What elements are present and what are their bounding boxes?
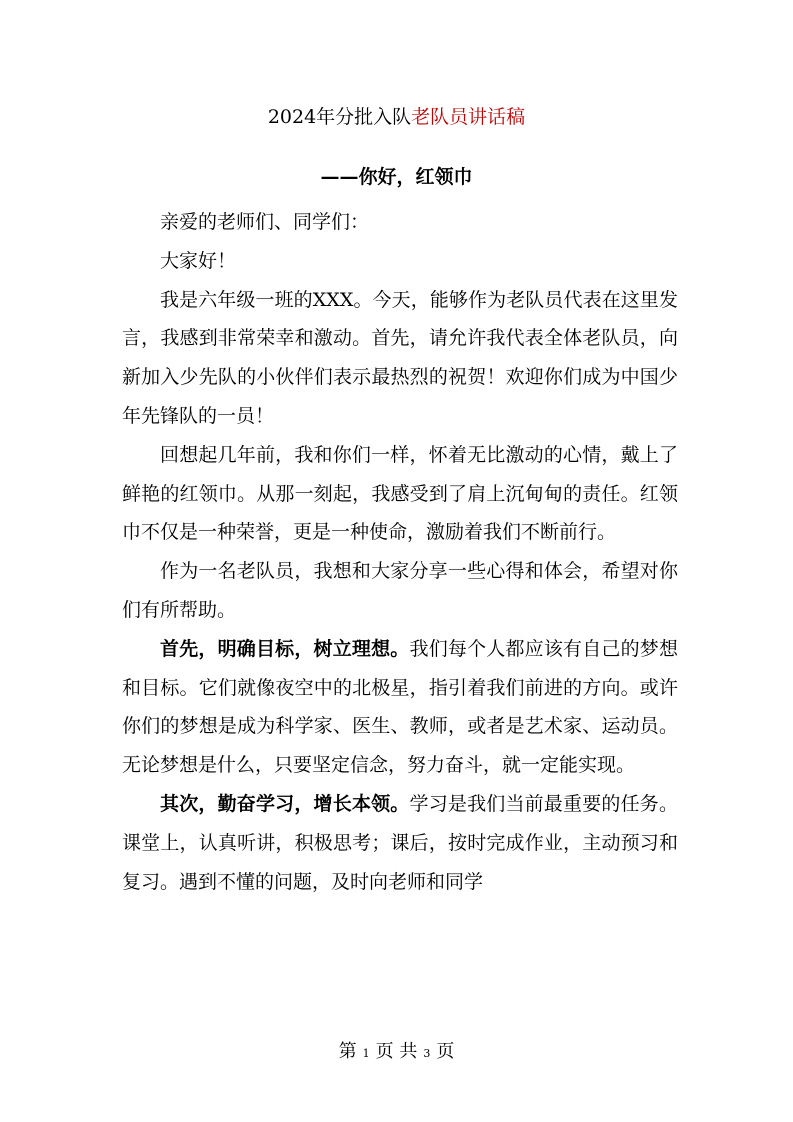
page-footer	[0, 1040, 793, 1066]
footer-label-page: 第	[338, 1041, 357, 1062]
title-accent: 老队员讲话稿	[411, 106, 526, 128]
footer-label-end: 页	[436, 1041, 455, 1062]
paragraph-lead: 其次，勤奋学习，增长本领。	[160, 792, 410, 815]
current-page-number: 1	[362, 1047, 370, 1060]
paragraph-text: 作为一名老队员，我想和大家分享一些心得和体会，希望对你们有所帮助。	[122, 560, 678, 621]
total-page-number: 3	[423, 1047, 431, 1060]
paragraph-text: 我是六年级一班的XXX。今天，能够作为老队员代表在这里发言，我感到非常荣幸和激动。首先，请允许我代表全体老队员，向新加入少先队的小伙伴们表示最热烈的祝贺！欢迎你们成为中国少年先锋队的一员！	[122, 288, 678, 427]
paragraph-text: 亲爱的老师们、同学们：	[160, 211, 370, 233]
document-title	[0, 104, 793, 130]
title-prefix: 2024年分批入队	[267, 106, 412, 128]
paragraph-greeting	[122, 203, 678, 242]
document-body	[122, 203, 678, 901]
paragraph-intro	[122, 281, 678, 436]
paragraph-study	[122, 785, 678, 901]
paragraph-memory	[122, 436, 678, 552]
footer-label-of: 页 共	[375, 1041, 418, 1062]
paragraph-goals	[122, 630, 678, 785]
paragraph-text: 大家好！	[160, 249, 237, 272]
paragraph-text: 回想起几年前，我和你们一样，怀着无比激动的心情，戴上了鲜艳的红领巾。从那一刻起，我感受到了肩上沉甸甸的责任。红领巾不仅是一种荣誉，更是一种使命，激励着我们不断前行。	[122, 443, 678, 544]
paragraph-share	[122, 552, 678, 630]
document-subtitle: ——你好，红领巾	[320, 166, 473, 188]
paragraph-text: 我们每个人都应该有自己的梦想和目标。它们就像夜空中的北极星，指引着我们前进的方向。或许你们的梦想是成为科学家、医生、教师，或者是艺术家、运动员。无论梦想是什么，只要坚定信念，努力奋斗，就一定能实现。	[122, 637, 678, 777]
paragraph-hello	[122, 242, 678, 281]
paragraph-lead: 首先，明确目标，树立理想。	[160, 637, 410, 660]
paragraph-text: 学习是我们当前最重要的任务。课堂上，认真听讲，积极思考；课后，按时完成作业，主动预习和复习。遇到不懂的问题，及时向老师和同学	[122, 792, 678, 893]
